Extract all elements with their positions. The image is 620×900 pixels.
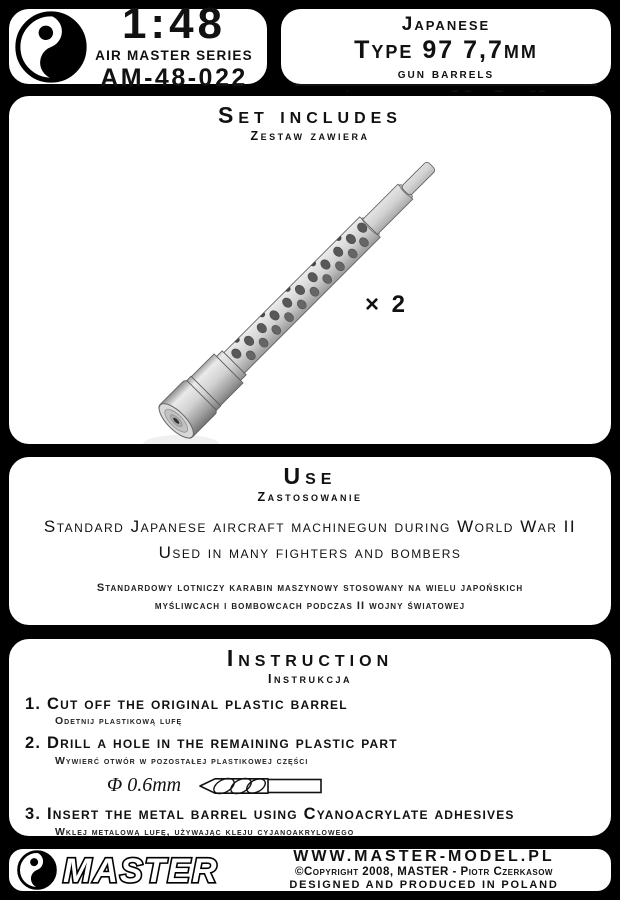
footer-panel (5, 845, 615, 895)
master-swirl-logo-icon (15, 11, 87, 83)
instruction-section (5, 635, 615, 840)
set-includes-subtitle: Zestaw zawiera (250, 129, 370, 143)
brand-text: MASTER (63, 852, 219, 890)
use-subtitle: Zastosowanie (257, 490, 363, 504)
product-title-line1: Japanese (401, 14, 491, 35)
step-text-pl: Wywierć otwór w pozostałej plastikowej części (55, 755, 309, 768)
title-divider (295, 84, 597, 86)
copyright-text: ©Copyright 2008, MASTER - Piotr Czerkasow (295, 866, 553, 879)
use-section (5, 453, 615, 629)
product-title-line3: gun barrels (397, 64, 495, 81)
step-number: 2. (25, 734, 42, 753)
made-in-text: DESIGNED AND PRODUCED IN POLAND (289, 879, 559, 892)
set-includes-section (5, 92, 615, 448)
step-text-pl: Wklej metalową lufę, używając kleju cyjanoakrylowego (55, 825, 355, 838)
product-code: AM-48-022 (100, 63, 248, 92)
drill-diagram-row (107, 774, 611, 797)
instruction-step-1 (25, 695, 611, 728)
instruction-step-2 (25, 734, 611, 767)
header-left-panel (5, 0, 271, 92)
use-description-line1: Standard Japanese aircraft machinegun during World War II (43, 516, 577, 536)
use-description-line2: Used in many fighters and bombers (158, 542, 462, 562)
use-description-polish-line2: myśliwcach i bombowcach podczas II wojny światowej (154, 599, 466, 612)
step-text-en: Drill a hole in the remaining plastic part (46, 734, 398, 753)
master-swirl-logo-icon (17, 850, 57, 890)
drill-diameter-label: Φ 0.6mm (107, 774, 182, 797)
step-text-pl: Odetnij plastikową lufę (55, 715, 183, 728)
instruction-title: Instruction (226, 645, 394, 671)
drill-bit-icon (197, 775, 325, 797)
quantity-label: × 2 (365, 291, 409, 318)
step-number: 3. (25, 805, 42, 824)
scale-label: 1:48 (121, 0, 227, 49)
instruction-step-3 (25, 805, 611, 838)
set-includes-title: Set includes (218, 102, 402, 128)
website-url: WWW.MASTER-MODEL.PL (293, 847, 555, 865)
series-label: AIR MASTER SERIES (95, 48, 253, 64)
instruction-subtitle: Instrukcja (268, 672, 352, 686)
master-brand-wordmark (59, 850, 245, 890)
step-text-en: Cut off the original plastic barrel (46, 694, 348, 713)
use-description-polish-line1: Standardowy lotniczy karabin maszynowy stosowany na wielu japońskich (96, 582, 524, 595)
step-text-en: Insert the metal barrel using Cyanoacrylate adhesives (46, 805, 515, 824)
header-title-panel (277, 5, 615, 88)
step-number: 1. (25, 694, 42, 713)
product-title-line2: Type 97 7,7mm (354, 35, 538, 64)
use-title: Use (283, 463, 337, 489)
